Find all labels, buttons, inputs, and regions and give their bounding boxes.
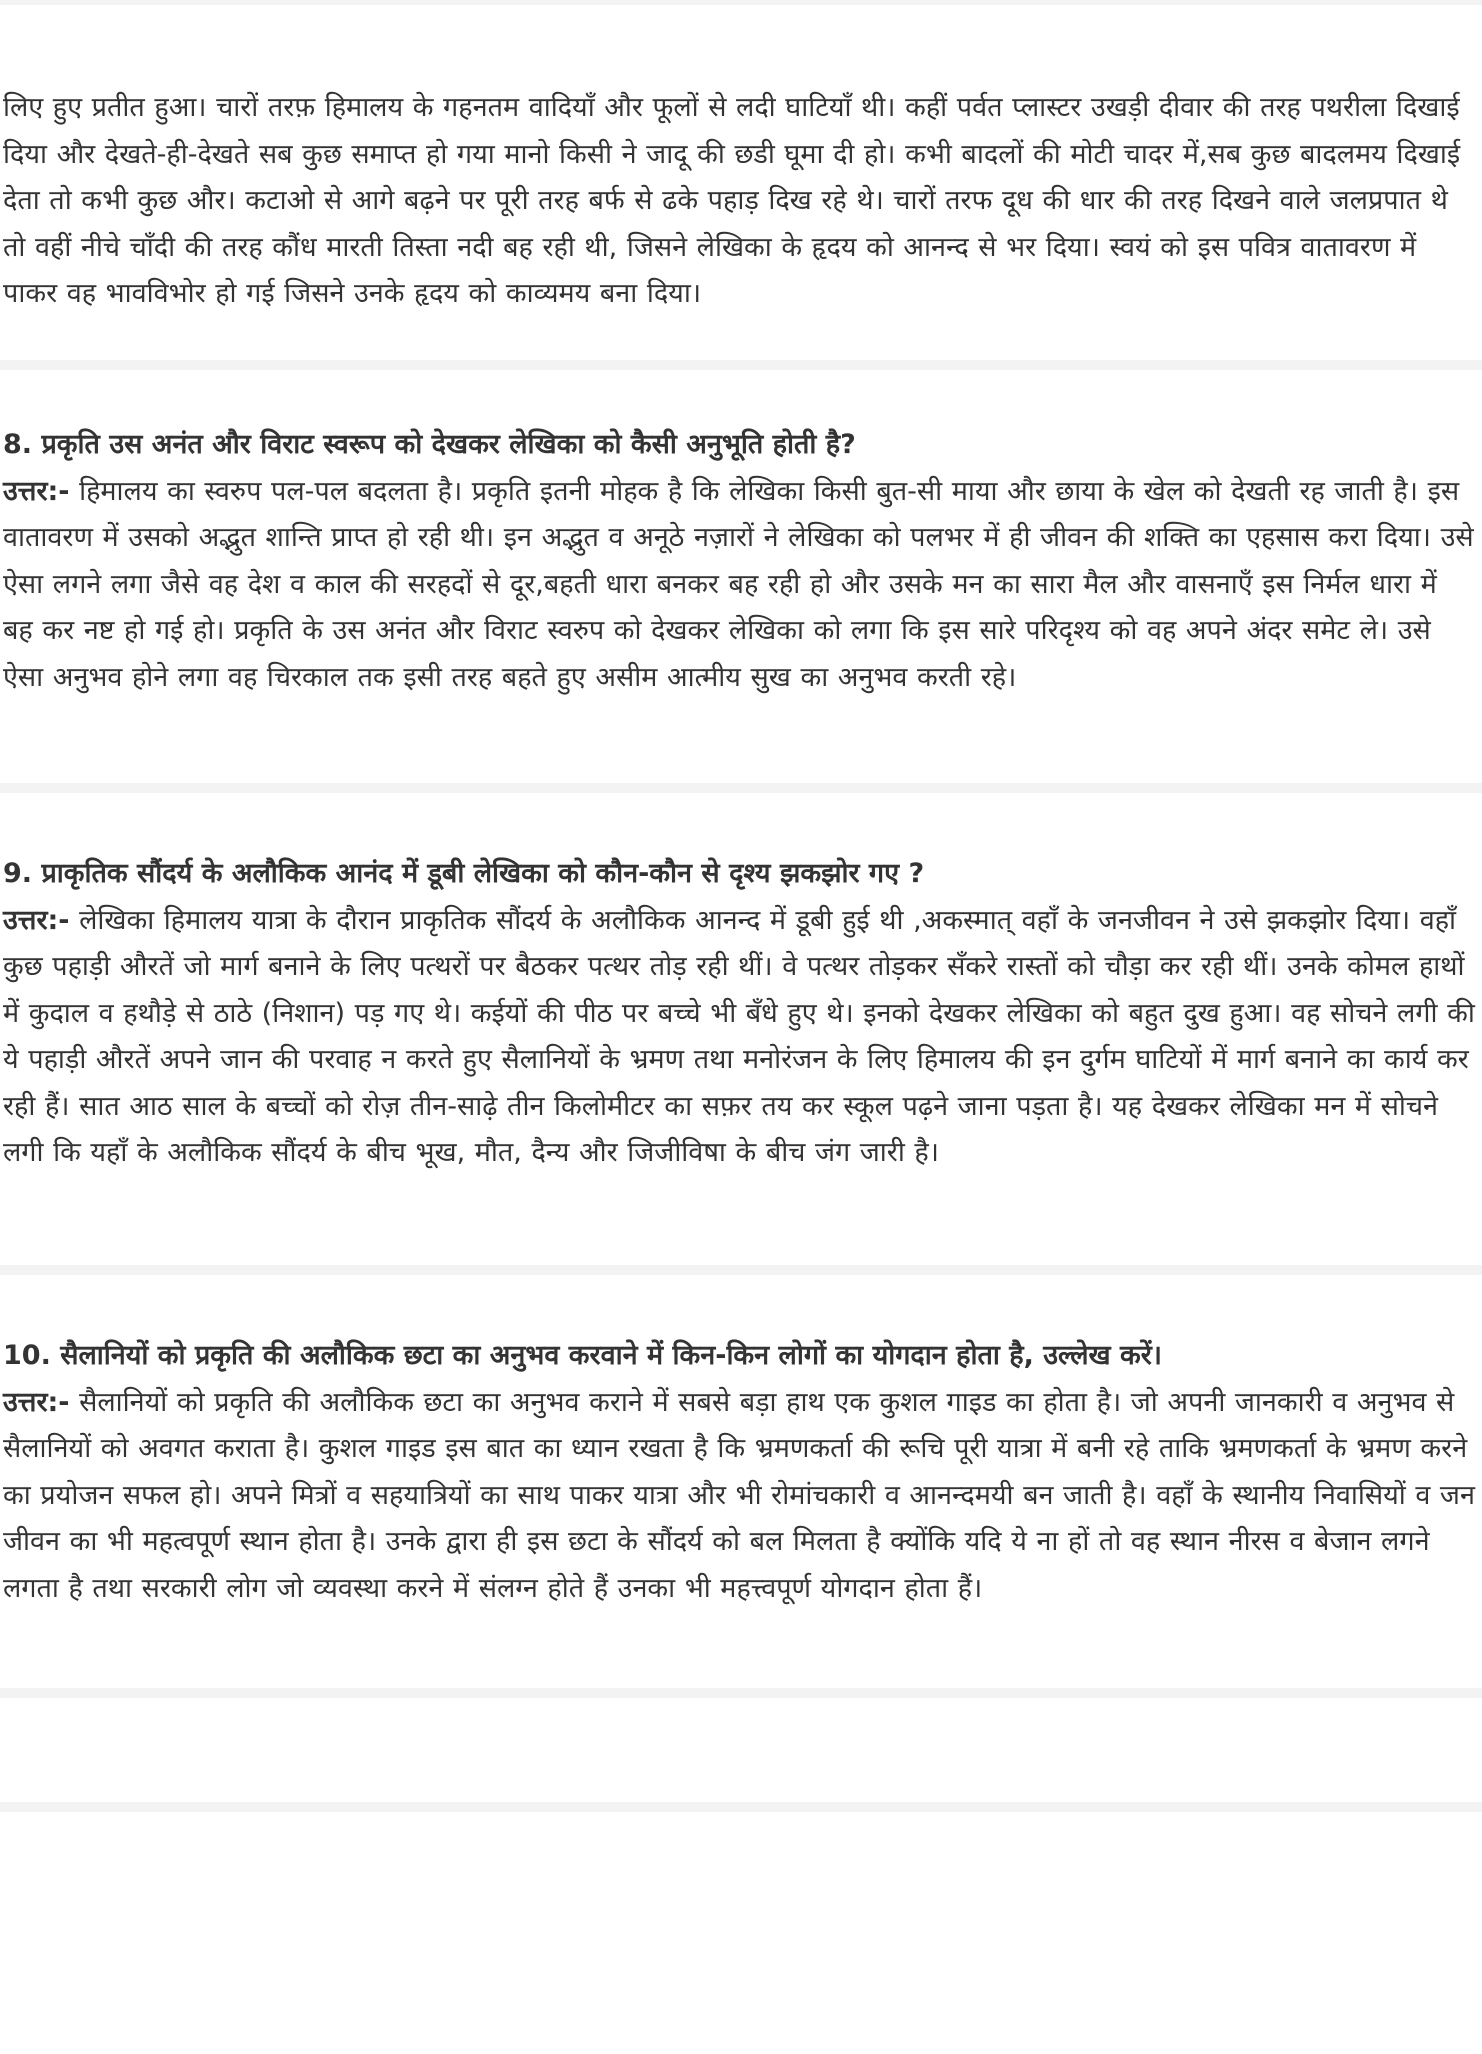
intro-paragraph: लिए हुए प्रतीत हुआ। चारों तरफ़ हिमालय के गहनतम वादियाँ और फूलों से लदी घाटियाँ थी। कहीं पर्वत प्लास्टर उखड़ी दीवार की तरह पथरीला दिखाई दिया और देखते-ही-देखते सब कुछ समाप्त हो गया मानो किसी ने जादू की छडी घूमा दी हो। कभी बादलों की मोटी चादर में,सब कुछ बादलमय दिखाई देता तो कभी कुछ और। कटाओ से आगे बढ़ने पर पूरी तरह बर्फ से ढके पहाड़ दिख रहे थे। चारों तरफ दूध की धार की तरह दिखने वाले जलप्रपात थे तो वहीं नीचे चाँदी की तरह कौंध मारती तिस्ता नदी बह रही थी, जिसने लेखिका के हृदय को आनन्द से भर दिया। स्वयं को इस पवित्र वातावरण में पाकर वह भावविभोर हो गई जिसने उनके हृदय को काव्यमय बना दिया। <box>3 92 1461 309</box>
answer-paragraph <box>3 1380 1476 1613</box>
question-heading: 9. प्राकृतिक सौंदर्य के अलौकिक आनंद में डूबी लेखिका को कौन-कौन से दृश्य झकझोर गए ? <box>3 858 925 889</box>
answer-text: हिमालय का स्वरुप पल-पल बदलता है। प्रकृति इतनी मोहक है कि लेखिका किसी बुत-सी माया और छाया के खेल को देखती रह जाती है। इस वातावरण में उसको अद्भुत शान्ति प्राप्त हो रही थी। इन अद्भुत व अनूठे नज़ारों ने लेखिका को पलभर में ही जीवन की शक्ति का एहसास करा दिया। उसे ऐसा लगने लगा जैसे वह देश व काल की सरहदों से दूर,बहती धारा बनकर बह रही हो और उसके मन का सारा मैल और वासनाएँ इस निर्मल धारा में बह कर नष्ट हो गई हो। प्रकृति के उस अनंत और विराट स्वरुप को देखकर लेखिका को लगा कि इस सारे परिदृश्य को वह अपने अंदर समेट ले। उसे ऐसा अनुभव होने लगा वह चिरकाल तक इसी तरह बहते हुए असीम आत्मीय सुख का अनुभव करती रहे। <box>3 475 1474 693</box>
answer-label: उत्तर:- <box>3 475 70 507</box>
bottom-separator <box>0 1802 1482 1812</box>
answer-label: उत्तर:- <box>3 1386 70 1418</box>
question-block-9 <box>0 793 1482 1265</box>
answer-paragraph <box>3 469 1476 702</box>
empty-area <box>0 1698 1482 1802</box>
question-block-10 <box>0 1275 1482 1688</box>
intro-answer-continuation <box>0 5 1482 360</box>
answer-text: लेखिका हिमालय यात्रा के दौरान प्राकृतिक सौंदर्य के अलौकिक आनन्द में डूबी हुई थी ,अकस्मात् वहाँ के जनजीवन ने उसे झकझोर दिया। वहाँ कुछ पहाड़ी औरतें जो मार्ग बनाने के लिए पत्थरों पर बैठकर पत्थर तोड़ रही थीं। वे पत्थर तोड़कर सँकरे रास्तों को चौड़ा कर रही थीं। उनके कोमल हाथों में कुदाल व हथौड़े से ठाठे (निशान) पड़ गए थे। कईयों की पीठ पर बच्चे भी बँधे हुए थे। इनको देखकर लेखिका को बहुत दुख हुआ। वह सोचने लगी की ये पहाड़ी औरतें अपने जान की परवाह न करते हुए सैलानियों के भ्रमण तथा मनोरंजन के लिए हिमालय की इन दुर्गम घाटियों में मार्ग बनाने का कार्य कर रही हैं। सात आठ साल के बच्चों को रोज़ तीन-साढ़े तीन किलोमीटर का सफ़र तय कर स्कूल पढ़ने जाना पड़ता है। यह देखकर लेखिका मन में सोचने लगी कि यहाँ के अलौकिक सौंदर्य के बीच भूख, मौत, दैन्य और जिजीविषा के बीच जंग जारी है। <box>3 904 1475 1168</box>
answer-paragraph <box>3 898 1476 1177</box>
question-block-8 <box>0 370 1482 783</box>
section-separator <box>0 360 1482 370</box>
section-separator <box>0 1265 1482 1275</box>
section-separator <box>0 1688 1482 1698</box>
answer-text: सैलानियों को प्रकृति की अलौकिक छटा का अनुभव कराने में सबसे बड़ा हाथ एक कुशल गाइड का होता है। जो अपनी जानकारी व अनुभव से सैलानियों को अवगत कराता है। कुशल गाइड इस बात का ध्यान रखता है कि भ्रमणकर्ता की रूचि पूरी यात्रा में बनी रहे ताकि भ्रमणकर्ता के भ्रमण करने का प्रयोजन सफल हो। अपने मित्रों व सहयात्रियों का साथ पाकर यात्रा और भी रोमांचकारी व आनन्दमयी बन जाती है। वहाँ के स्थानीय निवासियों व जन जीवन का भी महत्वपूर्ण स्थान होता है। उनके द्वारा ही इस छटा के सौंदर्य को बल मिलता है क्योंकि यदि ये ना हों तो वह स्थान नीरस व बेजान लगने लगता है तथा सरकारी लोग जो व्यवस्था करने में संलग्न होते हैं उनका भी महत्त्वपूर्ण योगदान होता हैं। <box>3 1386 1475 1604</box>
question-heading: 8. प्रकृति उस अनंत और विराट स्वरूप को देखकर लेखिका को कैसी अनुभूति होती है? <box>3 429 856 460</box>
answer-label: उत्तर:- <box>3 904 70 936</box>
question-heading: 10. सैलानियों को प्रकृति की अलौकिक छटा का अनुभव करवाने में किन-किन लोगों का योगदान होता है, उल्लेख करें। <box>3 1340 1163 1371</box>
section-separator <box>0 783 1482 793</box>
